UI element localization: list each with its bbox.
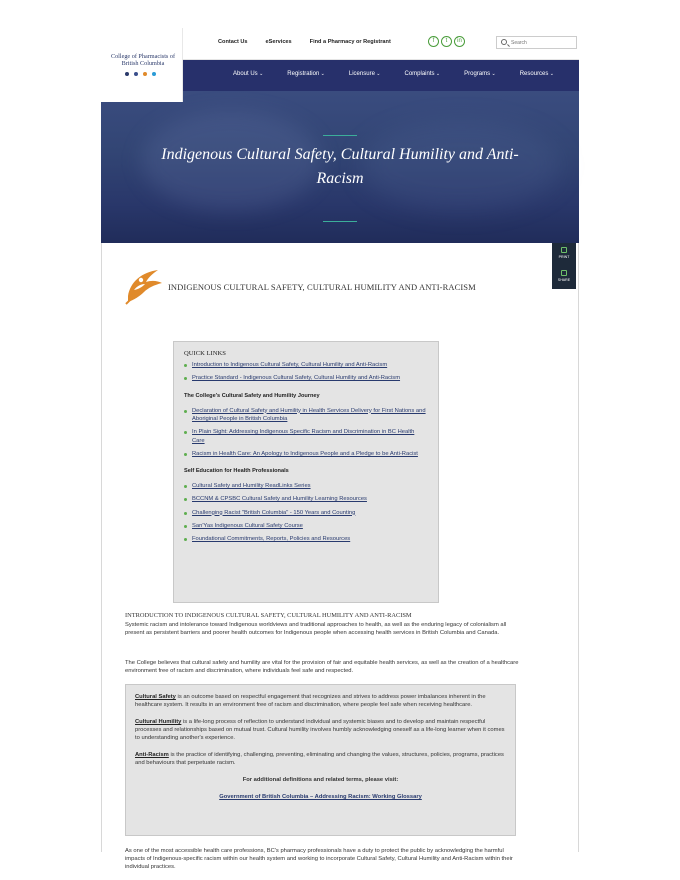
list-item: [184, 522, 428, 530]
share-icon: [561, 270, 567, 276]
search-icon: [501, 39, 507, 45]
list-item: [184, 361, 428, 369]
list-item: [184, 535, 428, 543]
definitions-box: [125, 684, 516, 836]
hero-banner: [101, 91, 579, 243]
list-item: [184, 482, 428, 490]
page: [101, 28, 579, 871]
nav-item-registration[interactable]: Registration ⌄: [287, 71, 325, 77]
logo-text: College of Pharmacists of British Columbia: [110, 53, 176, 67]
list-item: [184, 450, 428, 458]
quick-link[interactable]: Foundational Commitments, Reports, Policies and Resources: [192, 536, 351, 543]
find-pharmacy-link[interactable]: Find a Pharmacy or Registrant: [309, 39, 391, 45]
logo-dot: [143, 72, 147, 76]
hero-rule-bottom: [323, 221, 357, 222]
quick-link[interactable]: San'Yas Indigenous Cultural Safety Course: [192, 522, 303, 529]
search-input[interactable]: [511, 38, 575, 48]
quick-links-list: [184, 407, 428, 459]
nav-item-complaints[interactable]: Complaints ⌄: [405, 71, 441, 77]
glossary-link-wrap: [135, 793, 506, 801]
quick-links-list: [184, 482, 428, 543]
term-anti-racism: Anti-Racism: [135, 752, 169, 759]
share-label: SHARE: [557, 278, 571, 282]
page-title: Indigenous Cultural Safety, Cultural Humility and Anti-Racism: [161, 146, 519, 187]
hero-rule-top: [323, 135, 357, 136]
logo-dot: [125, 72, 129, 76]
term-cultural-safety: Cultural Safety: [135, 694, 176, 700]
quick-link[interactable]: Cultural Safety and Humility ReadLinks Series: [192, 483, 311, 490]
nav-item-licensure[interactable]: Licensure ⌄: [349, 71, 381, 77]
glossary-link[interactable]: Government of British Columbia – Addressing Racism: Working Glossary: [219, 794, 422, 800]
print-button[interactable]: [552, 243, 576, 266]
logo-dot: [152, 72, 156, 76]
share-button[interactable]: [552, 266, 576, 289]
list-item: [184, 374, 428, 382]
quick-link[interactable]: Practice Standard - Indigenous Cultural Safety, Cultural Humility and Anti-Racism: [192, 375, 401, 382]
section-title: INDIGENOUS CULTURAL SAFETY, CULTURAL HUMILITY AND ANTI-RACISM: [168, 282, 476, 292]
definition-anti-racism: [135, 751, 506, 767]
indigenous-art-icon: [124, 266, 164, 306]
print-label: PRINT: [558, 255, 570, 259]
side-toolbar: [552, 243, 576, 289]
definition-cultural-humility: [135, 718, 506, 743]
contact-us-link[interactable]: Contact Us: [218, 39, 248, 45]
quick-link[interactable]: Challenging Racist "British Columbia" - 150 Years and Counting: [192, 509, 356, 516]
definition-text: is a life-long process of reflection to understand individual and systemic biases and to develop and maintain respectful processes and relationships based on mutual trust. Cultural humility involves humbly acknowledging oneself as a life-long learner when it comes to understanding another's experience.: [135, 719, 505, 742]
search-box[interactable]: [496, 36, 577, 49]
quick-links-heading: QUICK LINKS: [184, 350, 226, 357]
nav-item-resources[interactable]: Resources ⌄: [520, 71, 554, 77]
quick-link[interactable]: Introduction to Indigenous Cultural Safety, Cultural Humility and Anti-Racism: [192, 362, 388, 368]
quick-link[interactable]: In Plain Sight: Addressing Indigenous Specific Racism and Discrimination in BC Health Care: [192, 429, 415, 444]
intro-paragraph-1: Systemic racism and intolerance toward Indigenous worldviews and traditional approaches to health, as well as the enduring legacy of colonialism all present as persistent barriers and poorer health outcomes for Indigenous people when accessing health services in British Columbia and Canada.: [125, 622, 507, 637]
linkedin-icon[interactable]: in: [454, 36, 465, 47]
social-links: [428, 36, 465, 47]
quick-links-box: [173, 341, 439, 603]
term-cultural-humility: Cultural Humility: [135, 719, 182, 725]
definition-text: is an outcome based on respectful engagement that recognizes and strives to address power imbalances inherent in the healthcare system. It results in an environment free of racism and discrimination, where people feel safe when receiving healthcare.: [135, 694, 486, 709]
quick-links-subheading: The College's Cultural Safety and Humility Journey: [184, 392, 320, 399]
definition-cultural-safety: [135, 693, 506, 709]
quick-link[interactable]: Declaration of Cultural Safety and Humility in Health Services Delivery for First Nations and Aboriginal People in British Columbia: [192, 407, 426, 423]
list-item: [184, 509, 428, 517]
utility-links: [218, 39, 409, 45]
logo-dots: [125, 72, 156, 76]
more-definitions-text: For additional definitions and related terms, please visit:: [242, 777, 399, 784]
nav-item-about-us[interactable]: About Us ⌄: [233, 71, 263, 77]
quick-links-list: [184, 361, 428, 383]
intro-paragraph-2: The College believes that cultural safety and humility are vital for the provision of fair and equitable health services, as well as the creation of a healthcare environment free of racism and discrimination, where individuals feel safe and respected.: [125, 660, 519, 675]
eservices-link[interactable]: eServices: [265, 39, 292, 45]
nav-item-programs[interactable]: Programs ⌄: [464, 71, 496, 77]
print-icon: [561, 247, 567, 253]
main-content: [101, 243, 579, 871]
closing-paragraph: As one of the most accessible health care professions, BC's pharmacy professionals have a duty to protect the public by acknowledging the harmful impacts of Indigenous-specific racism within our health system and working to incorporate Cultural Safety, Cultural Humility and Anti-Racism within their individual practices.: [125, 848, 513, 871]
logo-dot: [134, 72, 138, 76]
twitter-icon[interactable]: t: [441, 36, 452, 47]
list-item: [184, 407, 428, 424]
intro-heading: INTRODUCTION TO INDIGENOUS CULTURAL SAFETY, CULTURAL HUMILITY AND ANTI-RACISM: [125, 612, 412, 619]
list-item: [184, 495, 428, 503]
site-logo[interactable]: [101, 28, 183, 102]
list-item: [184, 428, 428, 445]
quick-links-subheading: Self Education for Health Professionals: [184, 468, 289, 475]
quick-link[interactable]: Racism in Health Care: An Apology to Indigenous People and a Pledge to be Anti-Racist: [192, 450, 418, 457]
quick-link[interactable]: BCCNM & CPSBC Cultural Safety and Humility Learning Resources: [192, 496, 367, 503]
definition-text: is the practice of identifying, challenging, preventing, eliminating and changing the values, structures, policies, programs, practices and behaviours that perpetuate racism.: [135, 752, 504, 767]
facebook-icon[interactable]: f: [428, 36, 439, 47]
